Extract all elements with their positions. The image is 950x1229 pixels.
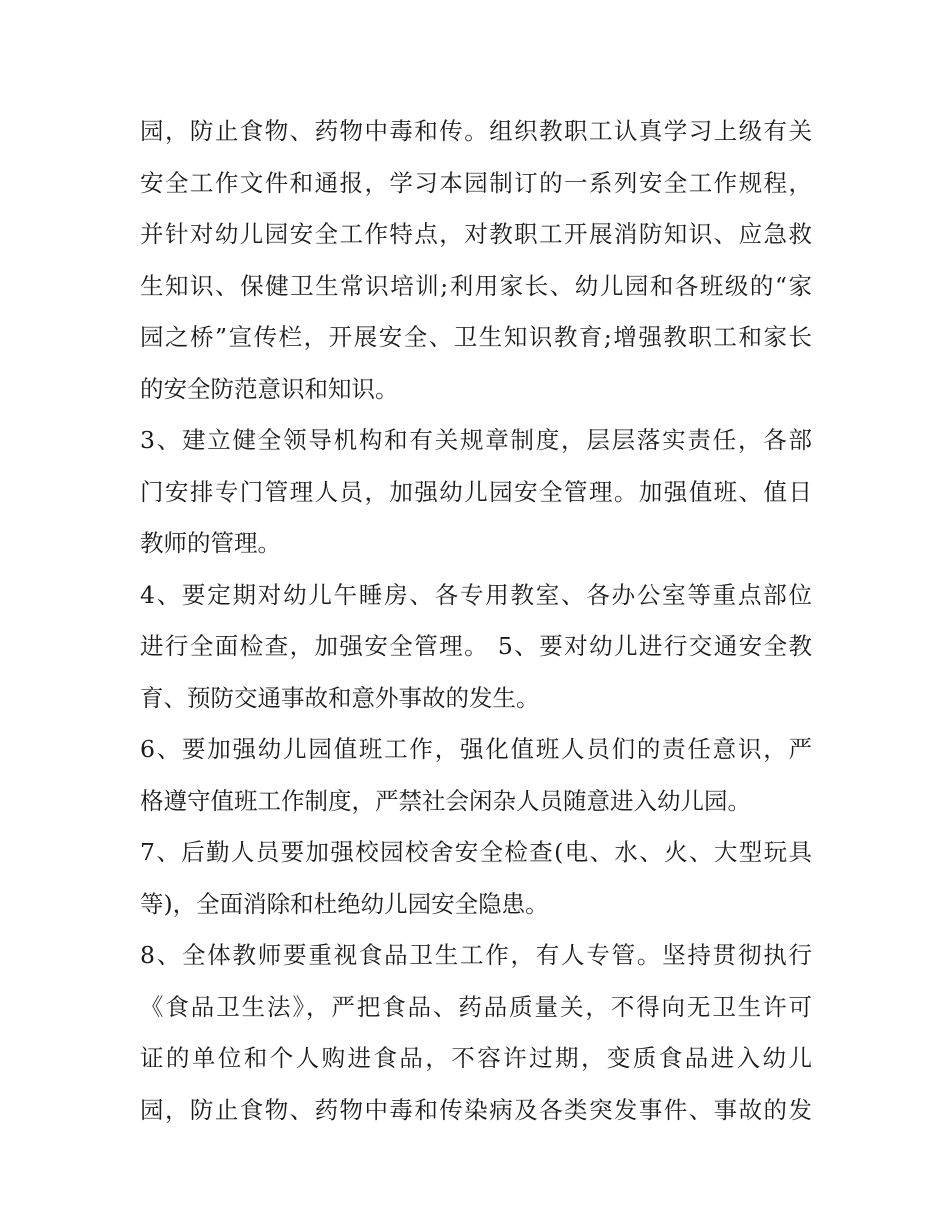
text-line: 园，防止食物、药物中毒和传。组织教职工认真学习上级有关: [140, 117, 812, 145]
text-line: 安全工作文件和通报，学习本园制订的一系列安全工作规程，: [140, 168, 812, 197]
text-line: 育、预防交通事故和意外事故的发生。: [140, 683, 540, 712]
text-line: 教师的管理。: [140, 529, 281, 557]
text-line: 8、全体教师要重视食品卫生工作，有人专管。坚持贯彻执行: [140, 941, 812, 969]
text-line: 园之桥”宣传栏，开展安全、卫生知识教育;增强教职工和家长: [140, 323, 812, 351]
text-line: 门安排专门管理人员，加强幼儿园安全管理。加强值班、值日: [140, 477, 812, 506]
text-line: 的安全防范意识和知识。: [140, 374, 399, 403]
text-line: 证的单位和个人购进食品，不容许过期，变质食品进入幼儿: [140, 1044, 812, 1072]
text-line: 格遵守值班工作制度，严禁社会闲杂人员随意进入幼儿园。: [140, 786, 751, 815]
text-line: 进行全面检查，加强安全管理。 5、要对幼儿进行交通安全教: [140, 632, 812, 660]
text-line: 生知识、保健卫生常识培训;利用家长、幼儿园和各班级的“家: [140, 271, 812, 300]
text-line: 园，防止食物、药物中毒和传染病及各类突发事件、事故的发: [140, 1095, 812, 1124]
text-line: 4、要定期对幼儿午睡房、各专用教室、各办公室等重点部位: [140, 580, 812, 609]
text-line: 等)，全面消除和杜绝幼儿园安全隐患。: [140, 889, 549, 918]
text-line: 7、后勤人员要加强校园校舍安全检查(电、水、火、大型玩具: [140, 838, 812, 866]
text-line: 并针对幼儿园安全工作特点，对教职工开展消防知识、应急救: [140, 220, 812, 248]
text-line: 6、要加强幼儿园值班工作，强化值班人员们的责任意识，严: [140, 735, 812, 763]
body-text: [140, 106, 812, 1136]
text-line: 3、建立健全领导机构和有关规章制度，层层落实责任，各部: [140, 426, 812, 454]
text-line: 《食品卫生法》，严把食品、药品质量关，不得向无卫生许可: [140, 992, 812, 1021]
